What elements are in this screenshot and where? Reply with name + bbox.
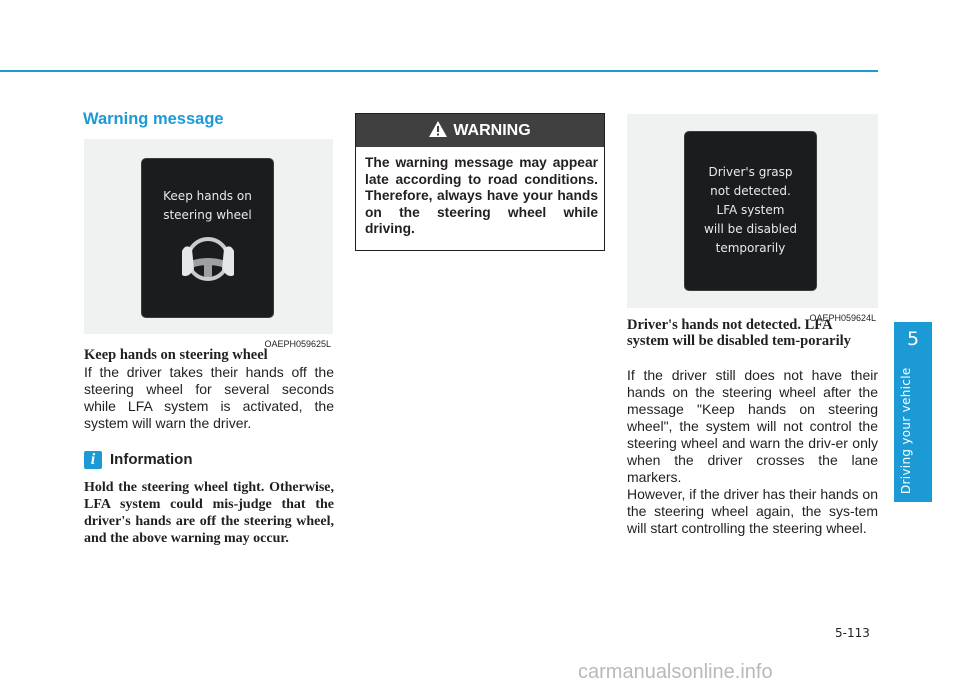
grasp-body-2: However, if the driver has their hands on the steering wheel again, the sys-tem will start controlling the steering wheel. bbox=[627, 486, 878, 536]
warning-box bbox=[355, 113, 605, 251]
top-rule bbox=[0, 70, 878, 72]
screen-message: Driver's grasp not detected. LFA system will be disabled temporarily bbox=[704, 165, 797, 255]
page-number: 5-113 bbox=[835, 626, 870, 640]
keep-hands-heading: Keep hands on steering wheel bbox=[84, 347, 268, 363]
warning-triangle-icon bbox=[429, 121, 447, 137]
screen-message: Keep hands on steering wheel bbox=[163, 189, 252, 222]
warning-header bbox=[356, 114, 604, 147]
figure-code: OAEPH059625L bbox=[264, 339, 331, 349]
cluster-screen bbox=[142, 159, 273, 317]
grasp-heading: Driver's hands not detected. LFA system will be disabled tem-porarily bbox=[627, 317, 851, 349]
chapter-number: 5 bbox=[906, 328, 920, 350]
section-heading: Warning message bbox=[83, 110, 224, 128]
steering-wheel-hands-icon bbox=[176, 229, 240, 293]
cluster-screen bbox=[685, 132, 816, 290]
warning-body: The warning message may appear late according to road conditions. Therefore, always have your hands on the steering wheel while driving. bbox=[365, 155, 598, 236]
chapter-tab bbox=[894, 322, 932, 502]
chapter-title: Driving your vehicle bbox=[899, 367, 913, 494]
information-body: Hold the steering wheel tight. Otherwise, LFA system could mis-judge that the driver's hands are off the steering wheel, and the above warning may occur. bbox=[84, 480, 334, 546]
grasp-body-1: If the driver still does not have their hands on the steering wheel after the message "Keep hands on steering wheel", the system will not control the steering wheel and warn the driv-er only when the driver crosses the lane markers. bbox=[627, 367, 878, 485]
figure-grasp-not-detected bbox=[627, 114, 878, 323]
warning-title: WARNING bbox=[453, 122, 531, 139]
keep-hands-body: If the driver takes their hands off the steering wheel for several seconds while LFA system is activated, the system will warn the driver. bbox=[84, 364, 334, 431]
figure-keep-hands bbox=[84, 139, 333, 349]
information-title: Information bbox=[110, 451, 193, 468]
watermark: carmanualsonline.info bbox=[578, 661, 773, 683]
figure-code: OAEPH059624L bbox=[809, 313, 876, 323]
info-icon: i bbox=[84, 451, 102, 469]
